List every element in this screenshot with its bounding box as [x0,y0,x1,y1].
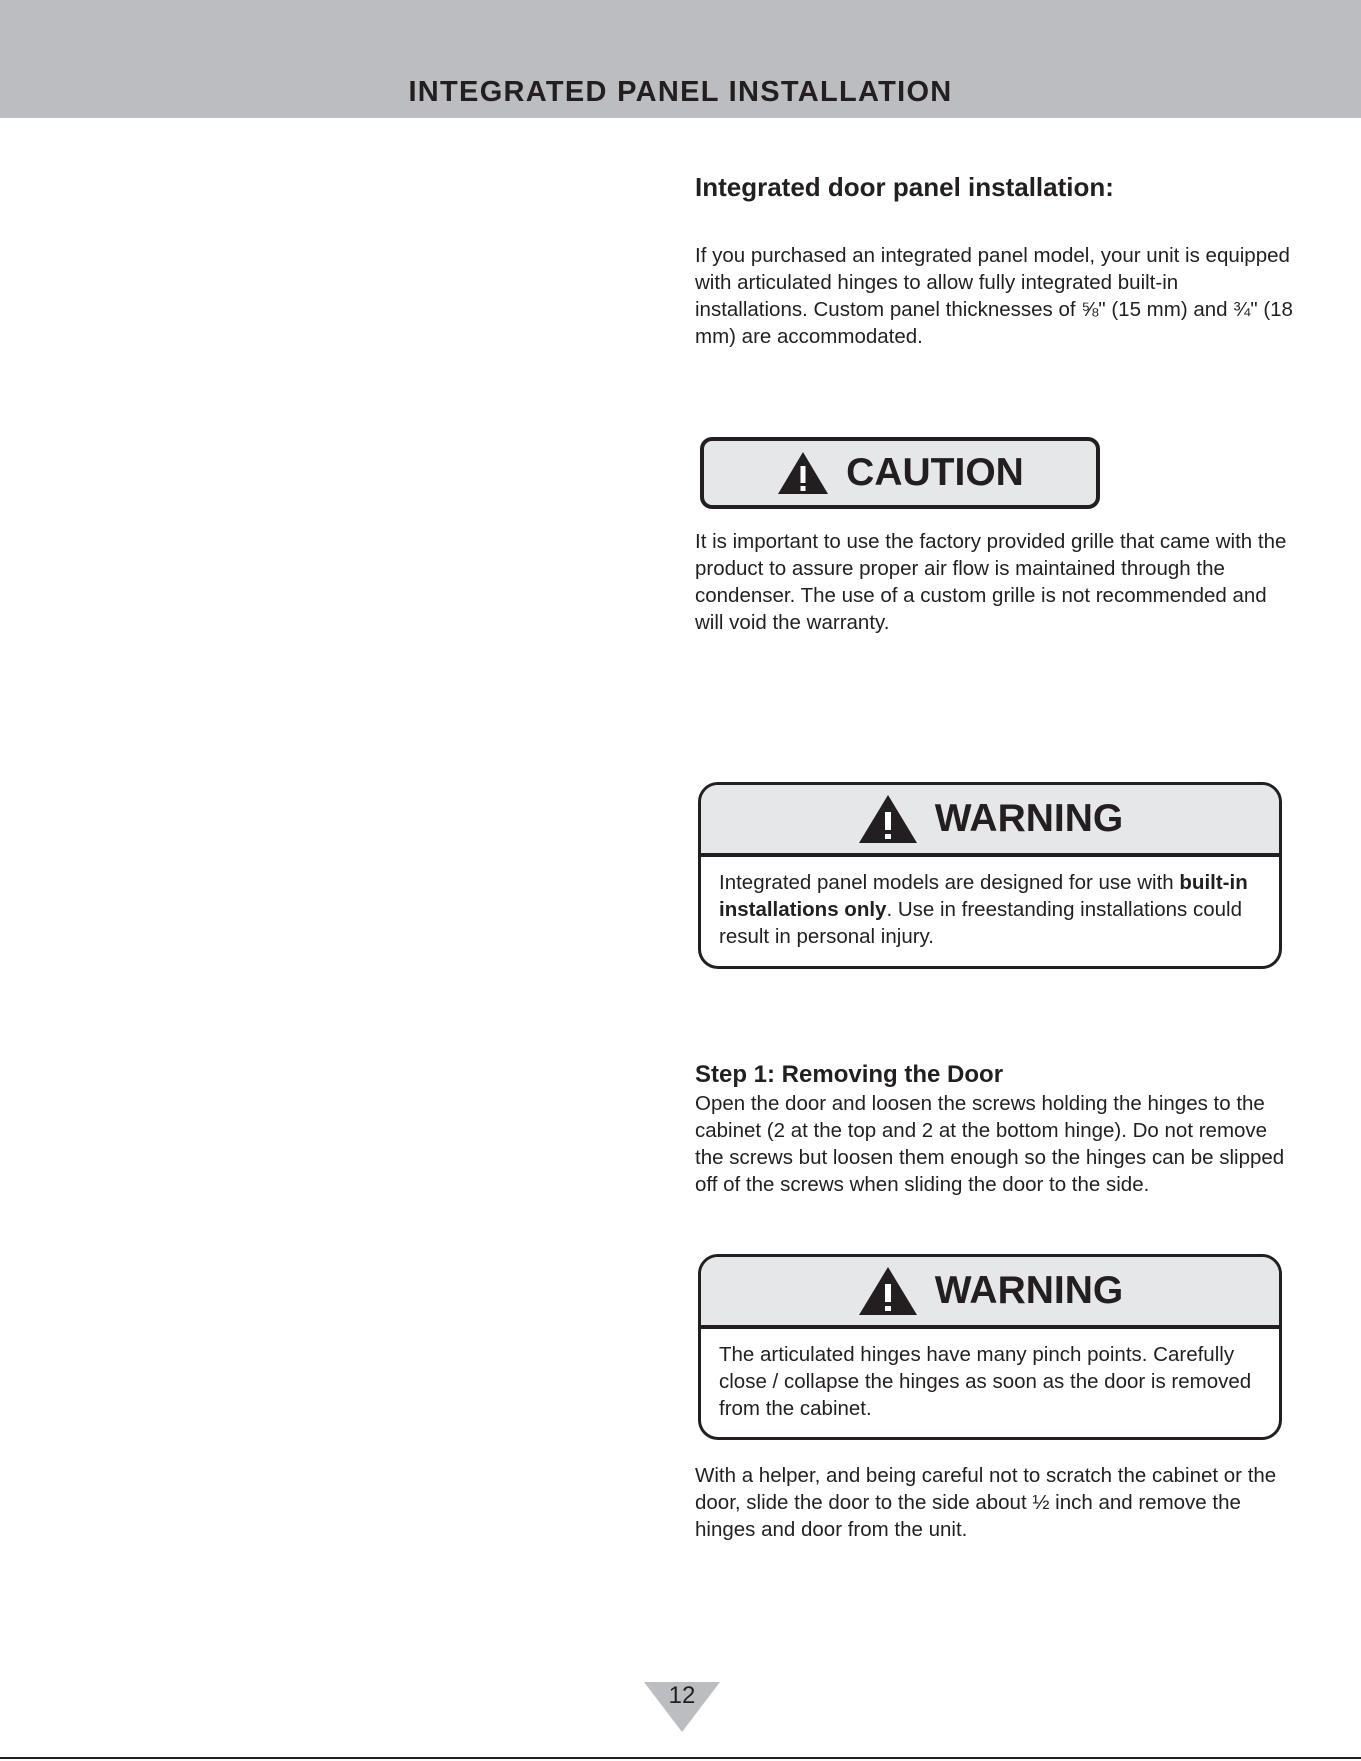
caution-paragraph: It is important to use the factory provided grille that came with the product to assure proper air flow is maintained through the condenser. The use of a custom grille is not recommended and will void the warranty. [695,530,1287,634]
warning-banner [701,785,1279,857]
warning-paragraph [701,857,1279,950]
warning-text-emphasis: built-in installations only [719,871,1248,921]
step-paragraph: Open the door and loosen the screws holding the hinges to the cabinet (2 at the top and 2 at the bottom hinge). Do not remove the screws but loosen them enough so the hinges can be slipped off of the screws when sliding the door to the side. [695,1092,1285,1196]
page-number: 12 [668,1682,696,1709]
warning-triangle-icon [857,793,919,845]
warning-triangle-icon [776,450,830,496]
warning-text-end: . Use in freestanding installations could result in personal injury. [719,898,1242,948]
warning-triangle-icon [857,1265,919,1317]
warning-banner [701,1257,1279,1329]
final-paragraph: With a helper, and being careful not to scratch the cabinet or the door, slide the door to the side about ½ inch and remove the hinges and door from the unit. [695,1464,1277,1541]
warning-text-start: Integrated panel models are designed for use with [719,871,1180,894]
warning-box-panel [698,782,1282,969]
caution-label: CAUTION [846,451,1024,494]
page-title: INTEGRATED PANEL INSTALLATION [408,76,953,108]
warning-label: WARNING [934,1269,1124,1312]
intro-paragraph: If you purchased an integrated panel model, your unit is equipped with articulated hinges to allow fully integrated built-in installations. Custom panel thicknesses of ⅝" (15 mm) and ¾" (18 mm) are accommodated. [695,244,1293,348]
caution-banner [700,437,1100,509]
warning-paragraph: The articulated hinges have many pinch points. Carefully close / collapse the hinges as soon as the door is removed from the cabinet. [719,1343,1252,1420]
page-number-marker [644,1682,720,1732]
section-heading: Integrated door panel installation: [695,172,1114,202]
warning-box-hinges [698,1254,1282,1440]
footer-rule [0,1757,1361,1759]
warning-label: WARNING [934,797,1124,840]
step-title: Step 1: Removing the Door [695,1061,1004,1088]
